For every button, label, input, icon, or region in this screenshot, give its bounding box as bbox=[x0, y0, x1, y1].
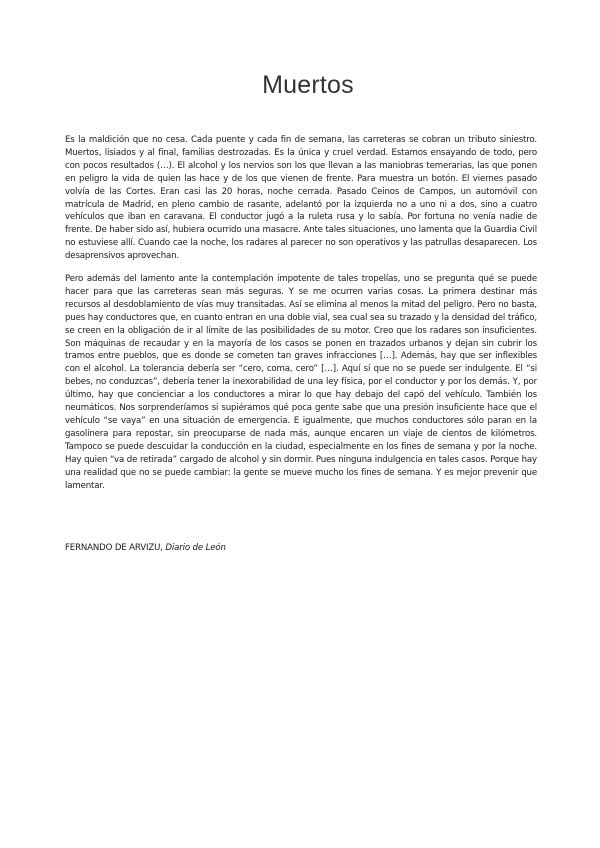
signature-author: FERNANDO DE ARVIZU, bbox=[65, 543, 163, 553]
signature bbox=[65, 543, 226, 553]
body-paragraph-1: Es la maldición que no cesa. Cada puente y cada fin de semana, las carreteras se cobran un tributo siniestro. Muertos, lisiados y al final, familias destrozadas. Es la única y cruel verdad. Estamos ensayando de todo, pero con pocos resultados (…). El alcohol y los nervios son los que llevan a las maniobras temerarias, las que ponen en peligro la vida de quien las hace y de los que vienen de frente. Para muestra un botón. El viernes pasado volvía de las Cortes. Eran casi las 20 horas, noche cerrada. Pasado Ceinos de Campos, un automóvil con matrícula de Madrid, en pleno cambio de rasante, adelantó por la izquierda no a uno ni a dos, sino a cuatro vehículos que iban en caravana. El conductor jugó a la ruleta rusa y lo sabía. Por fortuna no venía nadie de frente. De haber sido así, hubiera ocurrido una masacre. Ante tales situaciones, uno lamenta que la Guardia Civil no estuviese allí. Cuando cae la noche, los radares al parecer no son operativos y las patrullas desaparecen. Los desaprensivos aprovechan. bbox=[65, 135, 537, 262]
signature-source: Diario de León bbox=[165, 543, 226, 553]
document-title: Muertos bbox=[262, 71, 354, 99]
body-paragraph-2: Pero además del lamento ante la contemplación impotente de tales tropelías, uno se pregunta qué se puede hacer para que las carreteras sean más seguras. Y se me ocurren varias cosas. La primera destinar más recursos al desdoblamiento de vías muy transitadas. Así se elimina al menos la mitad del peligro. Pero no basta, pues hay conductores que, en cuanto entran en una doble vial, sea cual sea su trazado y la densidad del tráfico, se creen en la obligación de ir al límite de las posibilidades de su motor. Creo que los radares son insuficientes. Son máquinas de recaudar y en la mayoría de los casos se ponen en trazados urbanos y dejan sin cubrir los tramos entre pueblos, que es donde se cometen tan graves infracciones […]. Además, hay que ser inflexibles con el alcohol. La tolerancia debería ser “cero, coma, cero” […]. Aquí sí que no se puede ser indulgente. El “si bebes, no conduzcas”, debería tener la inexorabilidad de una ley física, por el conductor y por los demás. Y, por último, hay que concienciar a los conductores a mirar lo que hay debajo del capó del vehículo. También los neumáticos. Nos sorprenderíamos si supiéramos qué poca gente sabe que una presión insuficiente hace que el vehículo “se vaya” en una situación de emergencia. E igualmente, que muchos conductores sólo paran en la gasolinera para repostar, sin preocuparse de nada más, aunque encaren un viaje de cientos de kilómetros. Tampoco se puede descuidar la conducción en la ciudad, especialmente en los fines de semana y por la noche. Hay quien “va de retirada” cargado de alcohol y sin dormir. Pues ninguna indulgencia en tales casos. Porque hay una realidad que no se puede cambiar: la gente se mueve mucho los fines de semana. Y es mejor prevenir que lamentar. bbox=[65, 274, 537, 491]
